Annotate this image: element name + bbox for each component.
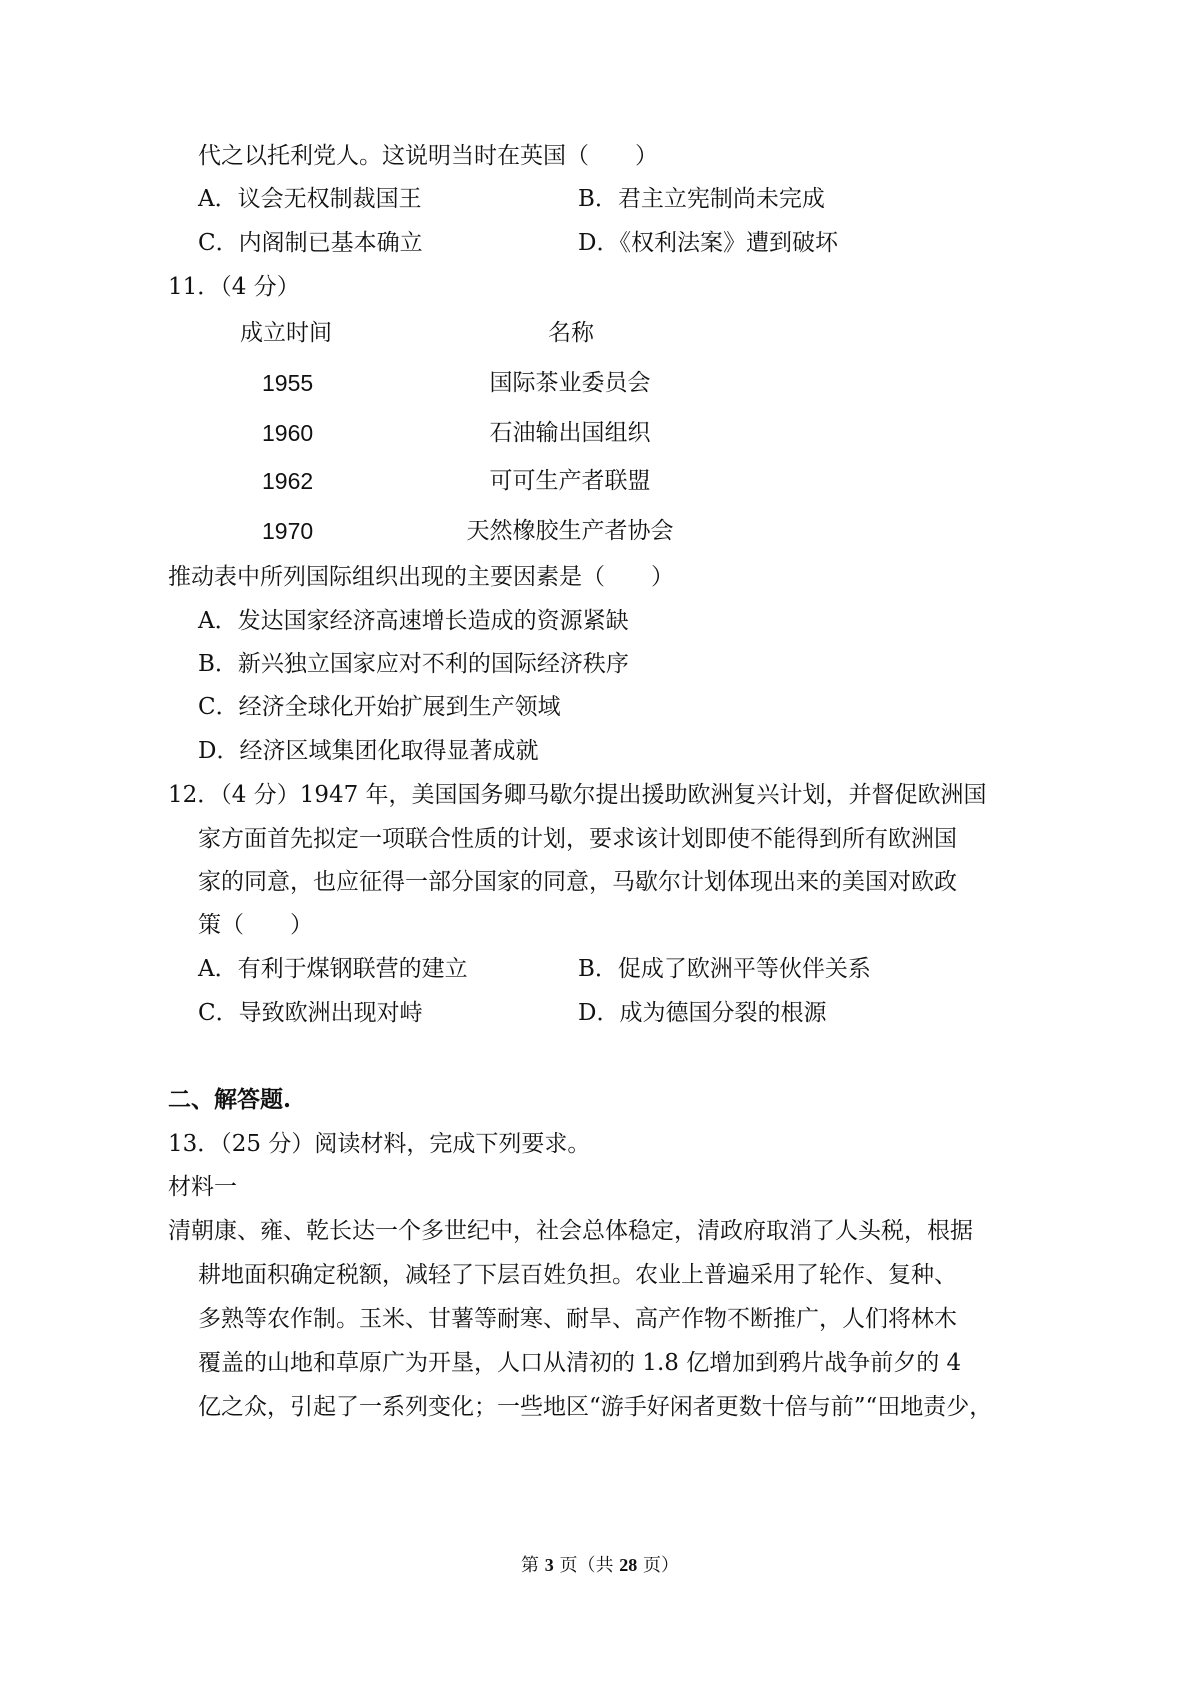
q10-option-d: D．《权利法案》遭到破坏 — [578, 230, 838, 256]
q11-option-d: D．经济区域集团化取得显著成就 — [198, 738, 539, 764]
q11-option-c: C．经济全球化开始扩展到生产领域 — [198, 694, 561, 720]
table-cell-org: 可可生产者联盟 — [489, 468, 651, 494]
q12-option-b: B．促成了欧洲平等伙伴关系 — [578, 956, 871, 982]
q10-option-b: B．君主立宪制尚未完成 — [578, 186, 825, 212]
material-line-1: 清朝康、雍、乾长达一个多世纪中，社会总体稳定，清政府取消了人头税，根据 — [168, 1218, 973, 1244]
material-label: 材料一 — [168, 1174, 237, 1200]
material-line-3: 多熟等农作制。玉米、甘薯等耐寒、耐旱、高产作物不断推广，人们将林木 — [198, 1306, 957, 1332]
table-cell-year: 1960 — [262, 420, 314, 446]
table-cell-year: 1970 — [262, 518, 314, 544]
q11-option-a: A．发达国家经济高速增长造成的资源紧缺 — [198, 608, 629, 634]
q10-option-a: A．议会无权制裁国王 — [198, 186, 422, 212]
table-cell-year: 1962 — [262, 468, 314, 494]
q11-question: 推动表中所列国际组织出现的主要因素是（ ） — [168, 564, 674, 590]
q12-line-3: 家的同意，也应征得一部分国家的同意，马歇尔计划体现出来的美国对欧政 — [198, 869, 957, 895]
material-line-4: 覆盖的山地和草原广为开垦，人口从清初的 1.8 亿增加到鸦片战争前夕的 4 — [198, 1350, 962, 1376]
q11-option-b: B．新兴独立国家应对不利的国际经济秩序 — [198, 651, 629, 677]
q10-stem-tail: 代之以托利党人。这说明当时在英国（ ） — [198, 143, 658, 169]
table-cell-org: 国际茶业委员会 — [489, 370, 651, 396]
footer-prefix: 第 — [521, 1555, 540, 1576]
footer-suffix: 页） — [642, 1555, 679, 1576]
material-line-5: 亿之众，引起了一系列变化；一些地区“游手好闲者更数十倍与前”“田地责少， — [198, 1394, 993, 1420]
footer-middle: 页（共 — [559, 1555, 614, 1576]
section-heading: 二、解答题. — [168, 1086, 292, 1113]
q12-option-d: D．成为德国分裂的根源 — [578, 1000, 827, 1026]
q12-line-4: 策（ ） — [198, 912, 313, 938]
q12-option-a: A．有利于煤钢联营的建立 — [198, 956, 468, 982]
footer-page-number: 3 — [544, 1555, 554, 1575]
q10-option-c: C．内阁制已基本确立 — [198, 230, 423, 256]
q13-title: 13．（25 分）阅读材料，完成下列要求。 — [168, 1131, 591, 1157]
material-line-2: 耕地面积确定税额，减轻了下层百姓负担。农业上普遍采用了轮作、复种、 — [198, 1262, 957, 1288]
table-cell-org: 石油输出国组织 — [489, 420, 651, 446]
table-header-name: 名称 — [548, 320, 594, 346]
table-cell-year: 1955 — [262, 370, 314, 396]
page-footer — [0, 1553, 1200, 1578]
table-header-time: 成立时间 — [240, 320, 332, 346]
q12-option-c: C．导致欧洲出现对峙 — [198, 1000, 423, 1026]
q12-line-1: 12．（4 分）1947 年，美国国务卿马歇尔提出援助欧洲复兴计划，并督促欧洲国 — [168, 782, 987, 808]
q11-label: 11．（4 分） — [168, 274, 300, 300]
q12-line-2: 家方面首先拟定一项联合性质的计划，要求该计划即使不能得到所有欧洲国 — [198, 826, 957, 852]
footer-total-pages: 28 — [619, 1555, 638, 1575]
table-cell-org: 天然橡胶生产者协会 — [466, 518, 674, 544]
